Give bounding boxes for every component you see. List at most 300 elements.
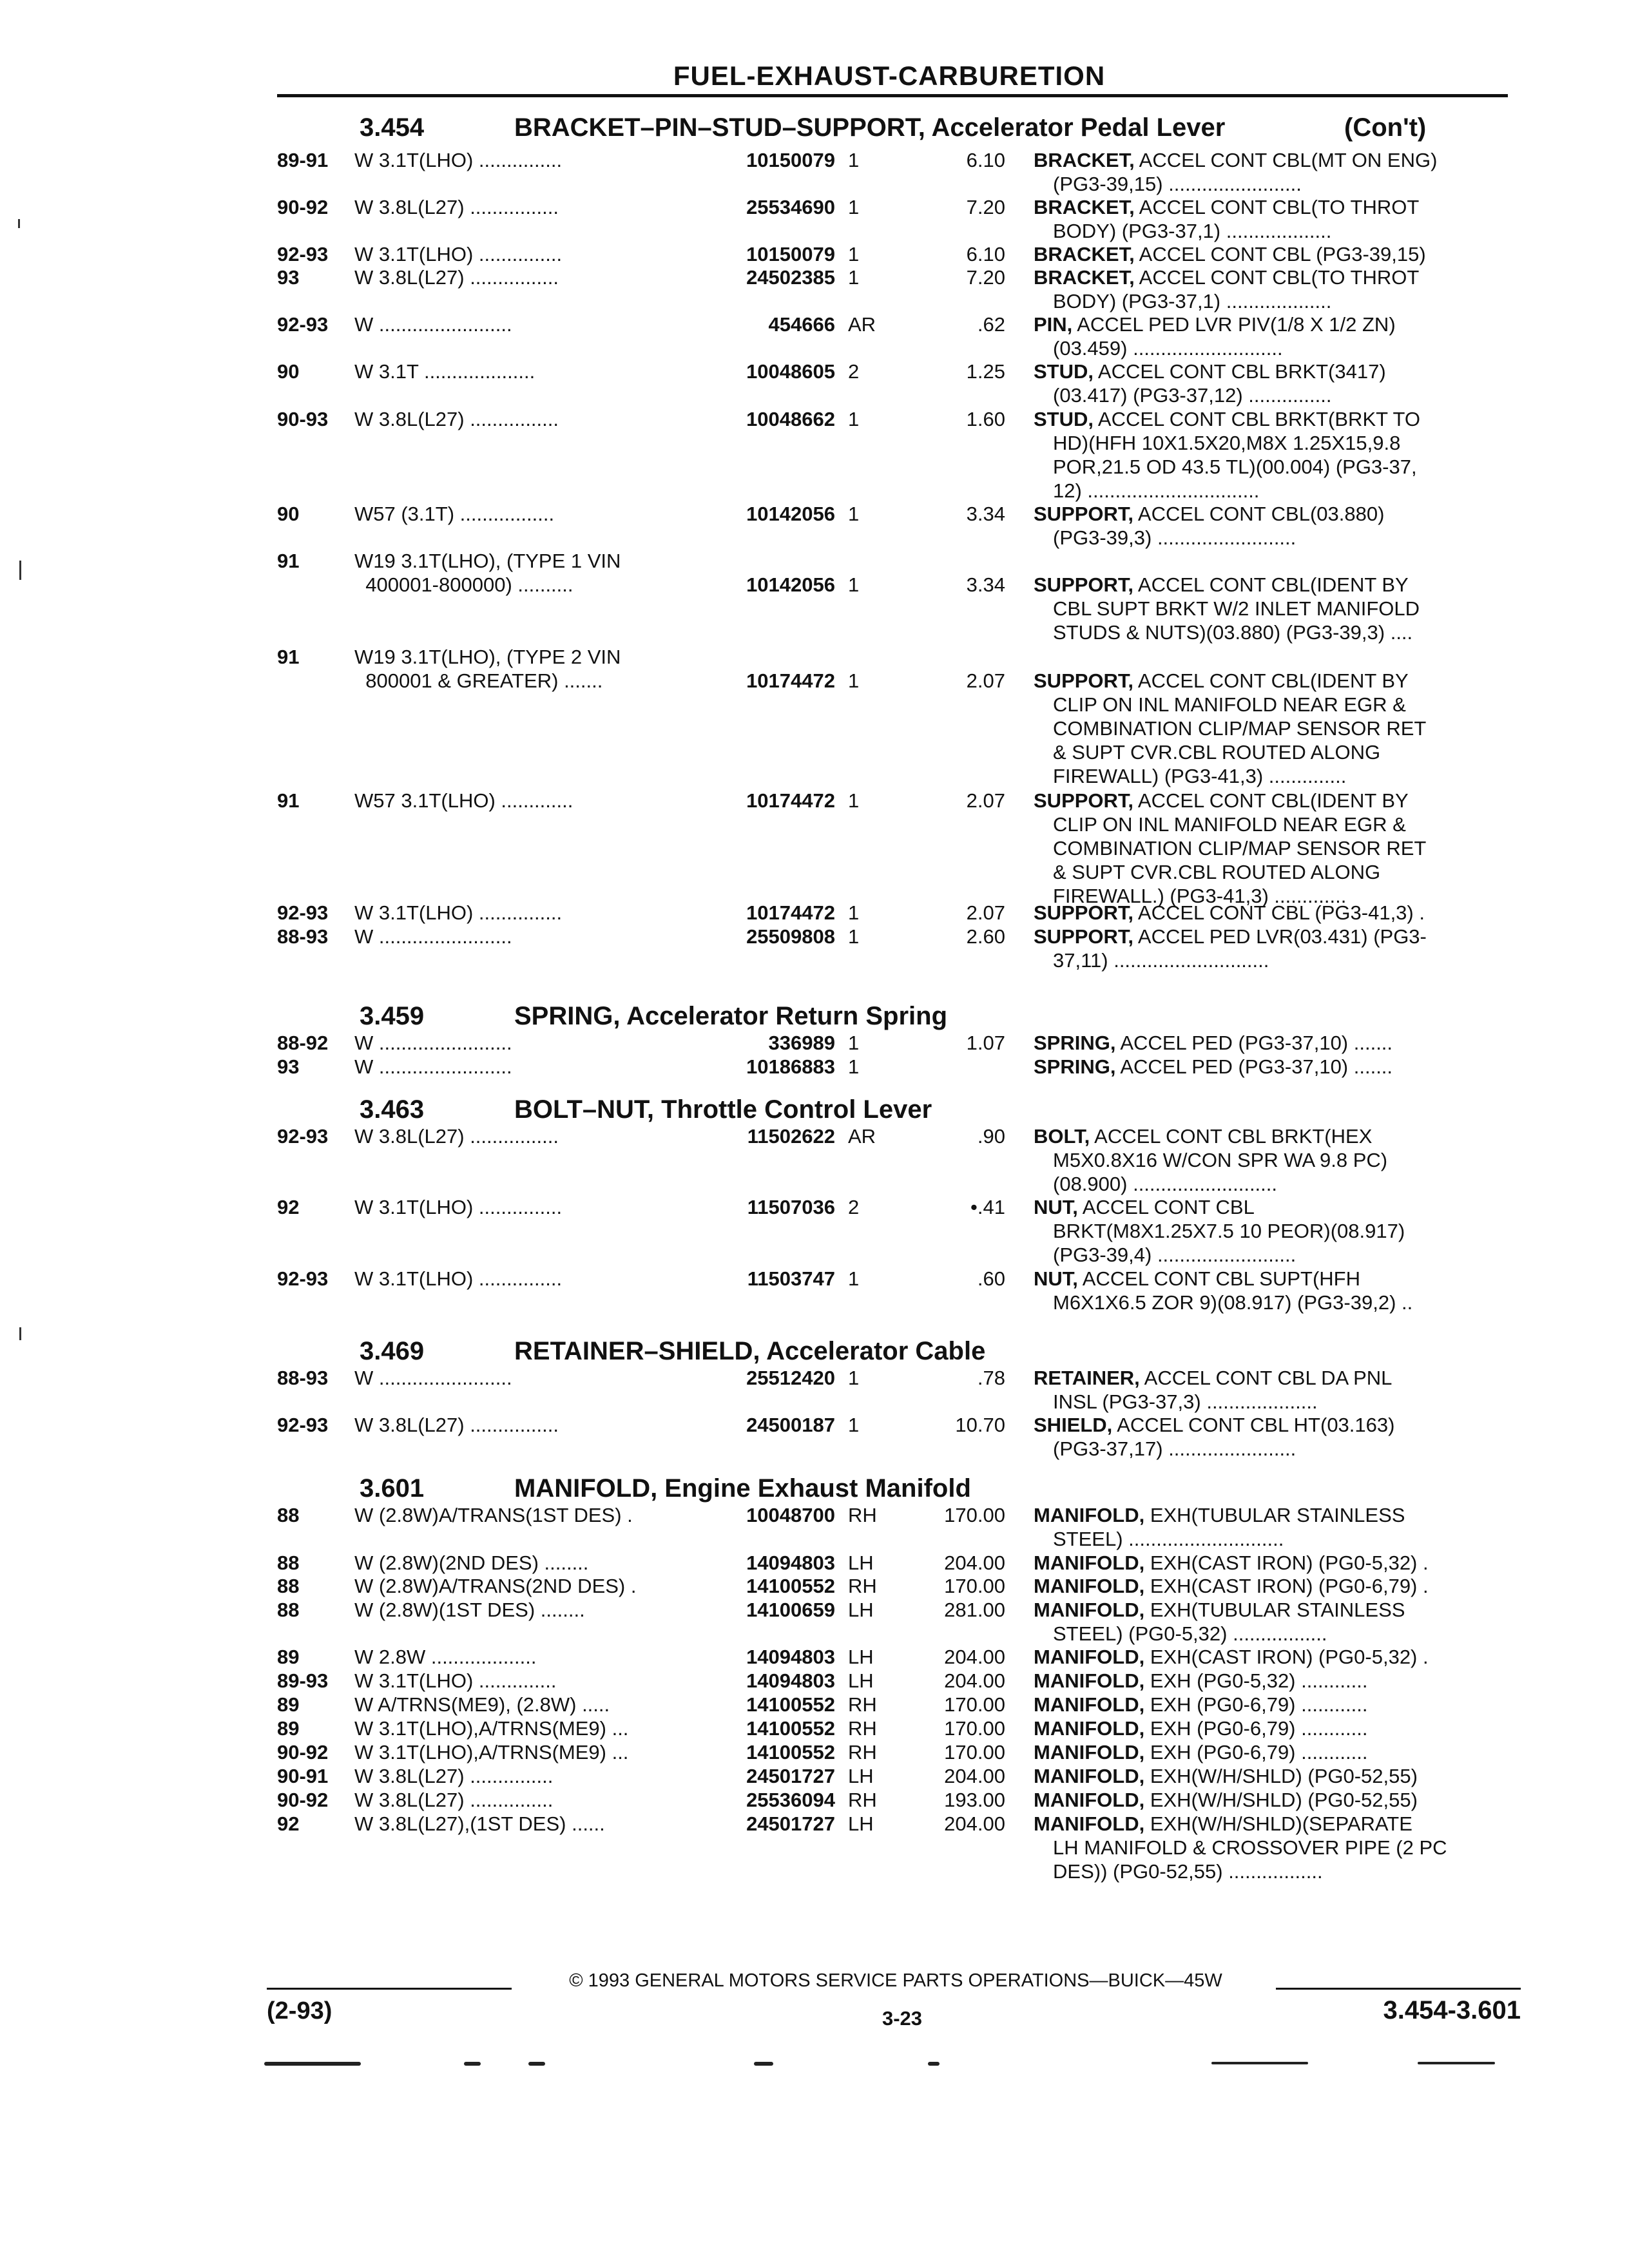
part-name: SUPPORT, bbox=[1034, 573, 1134, 596]
description bbox=[1034, 1055, 1510, 1079]
description bbox=[1034, 1195, 1510, 1267]
application-line: W (2.8W)(1ST DES) ........ bbox=[354, 1599, 585, 1621]
quantity: 1 bbox=[848, 1032, 860, 1054]
application-line: W (2.8W)(2ND DES) ........ bbox=[354, 1552, 589, 1574]
price: 2.60 bbox=[966, 925, 1005, 948]
model-years: 88 bbox=[277, 1504, 300, 1526]
price: 7.20 bbox=[966, 266, 1005, 289]
application bbox=[354, 1693, 696, 1716]
price: 204.00 bbox=[944, 1646, 1005, 1668]
quantity: RH bbox=[848, 1789, 877, 1811]
footer-rule-left bbox=[267, 1988, 512, 1990]
section-heading bbox=[0, 1095, 1629, 1125]
description-line: BRACKET, ACCEL CONT CBL (PG3-39,15) bbox=[1034, 243, 1426, 265]
description-line: & SUPT CVR.CBL ROUTED ALONG bbox=[1053, 861, 1381, 883]
part-name: MANIFOLD, bbox=[1034, 1575, 1145, 1597]
part-name: STUD, bbox=[1034, 408, 1094, 430]
part-number: 10048605 bbox=[746, 360, 835, 383]
description-line: MANIFOLD, EXH(CAST IRON) (PG0-5,32) . bbox=[1034, 1552, 1429, 1574]
section-title-description: Accelerator Pedal Lever bbox=[925, 113, 1226, 142]
application bbox=[354, 1669, 696, 1693]
model-years: 91 bbox=[277, 646, 300, 668]
application bbox=[354, 148, 696, 172]
application-line: W ........................ bbox=[354, 313, 512, 336]
section-title-description: Accelerator Return Spring bbox=[620, 1002, 948, 1030]
part-number: 14094803 bbox=[746, 1669, 835, 1692]
description-line: COMBINATION CLIP/MAP SENSOR RET bbox=[1053, 837, 1427, 860]
application-line: W ........................ bbox=[354, 1055, 512, 1078]
description bbox=[1034, 1764, 1510, 1788]
application-line: W 3.8L(L27) ................ bbox=[354, 196, 559, 218]
description-line: 37,11) ............................ bbox=[1053, 949, 1269, 972]
application-line: W19 3.1T(LHO), (TYPE 2 VIN bbox=[354, 646, 621, 668]
description-line: MANIFOLD, EXH(CAST IRON) (PG0-6,79) . bbox=[1034, 1575, 1429, 1597]
part-number: 25534690 bbox=[746, 196, 835, 218]
application-line: W 3.1T .................... bbox=[354, 360, 535, 383]
quantity: AR bbox=[848, 313, 876, 336]
quantity: LH bbox=[848, 1812, 874, 1835]
part-number: 10186883 bbox=[746, 1055, 835, 1078]
application-line: 800001 & GREATER) ....... bbox=[354, 669, 603, 692]
application-line: W57 (3.1T) ................. bbox=[354, 503, 555, 525]
price: 2.07 bbox=[966, 669, 1005, 692]
description-line: BOLT, ACCEL CONT CBL BRKT(HEX bbox=[1034, 1125, 1373, 1148]
section-number: 3.469 bbox=[360, 1337, 425, 1365]
application-line: W 3.8L(L27) ............... bbox=[354, 1765, 554, 1787]
price: 204.00 bbox=[944, 1812, 1005, 1835]
part-name: MANIFOLD, bbox=[1034, 1599, 1145, 1621]
part-name: BRACKET, bbox=[1034, 266, 1135, 289]
section-number: 3.601 bbox=[360, 1474, 425, 1503]
section-number: 3.463 bbox=[360, 1095, 425, 1124]
description bbox=[1034, 265, 1510, 313]
description-line: MANIFOLD, EXH(W/H/SHLD) (PG0-52,55) bbox=[1034, 1765, 1418, 1787]
description-line: MANIFOLD, EXH (PG0-5,32) ............ bbox=[1034, 1669, 1368, 1692]
description-line: (PG3-39,15) ........................ bbox=[1053, 173, 1302, 195]
page-header-title: FUEL-EXHAUST-CARBURETION bbox=[673, 61, 1106, 91]
description-line: MANIFOLD, EXH (PG0-6,79) ............ bbox=[1034, 1693, 1368, 1716]
model-years: 93 bbox=[277, 266, 300, 289]
description bbox=[1034, 1598, 1510, 1646]
application-line: W 3.1T(LHO),A/TRNS(ME9) ... bbox=[354, 1717, 629, 1740]
description-line: MANIFOLD, EXH(W/H/SHLD)(SEPARATE bbox=[1034, 1812, 1412, 1835]
part-name: MANIFOLD, bbox=[1034, 1693, 1145, 1716]
model-years: 91 bbox=[277, 550, 300, 572]
description-line: MANIFOLD, EXH (PG0-6,79) ............ bbox=[1034, 1717, 1368, 1740]
part-number: 10174472 bbox=[746, 669, 835, 692]
description-line: MANIFOLD, EXH(W/H/SHLD) (PG0-52,55) bbox=[1034, 1789, 1418, 1811]
section-title-part-name: BOLT–NUT, bbox=[514, 1095, 655, 1124]
part-name: BRACKET, bbox=[1034, 243, 1135, 265]
description-line: SUPPORT, ACCEL CONT CBL(IDENT BY bbox=[1034, 789, 1409, 812]
scan-smudge bbox=[928, 2062, 940, 2066]
description-line: BODY) (PG3-37,1) ................... bbox=[1053, 290, 1332, 312]
section-heading bbox=[0, 113, 1629, 143]
description-line: (03.459) ........................... bbox=[1053, 337, 1283, 360]
description bbox=[1034, 1740, 1510, 1764]
model-years: 92-93 bbox=[277, 901, 329, 924]
section-title-part-name: RETAINER–SHIELD, bbox=[514, 1337, 760, 1365]
description-line: STEEL) (PG0-5,32) ................. bbox=[1053, 1622, 1327, 1645]
price: 3.34 bbox=[966, 573, 1005, 596]
scan-smudge bbox=[264, 2062, 361, 2066]
application-line: W 3.1T(LHO) ............... bbox=[354, 1196, 563, 1218]
quantity: 1 bbox=[848, 149, 860, 171]
part-number: 24501727 bbox=[746, 1765, 835, 1787]
quantity: LH bbox=[848, 1552, 874, 1574]
application bbox=[354, 360, 696, 383]
description-line: COMBINATION CLIP/MAP SENSOR RET bbox=[1053, 717, 1427, 740]
description bbox=[1034, 1788, 1510, 1812]
section-heading bbox=[0, 1474, 1629, 1504]
description-line: SUPPORT, ACCEL PED LVR(03.431) (PG3- bbox=[1034, 925, 1427, 948]
part-number: 10142056 bbox=[746, 573, 835, 596]
header-rule bbox=[277, 94, 1508, 97]
part-number: 10174472 bbox=[746, 789, 835, 812]
section-title bbox=[514, 1002, 947, 1031]
part-name: NUT, bbox=[1034, 1196, 1078, 1218]
model-years: 92-93 bbox=[277, 1125, 329, 1148]
model-years: 91 bbox=[277, 789, 300, 812]
price: 7.20 bbox=[966, 196, 1005, 218]
description bbox=[1034, 1031, 1510, 1055]
price: •.41 bbox=[970, 1196, 1005, 1218]
application-line: W 3.1T(LHO) ............... bbox=[354, 243, 563, 265]
application bbox=[354, 312, 696, 336]
application bbox=[354, 789, 696, 812]
description-line: PIN, ACCEL PED LVR PIV(1/8 X 1/2 ZN) bbox=[1034, 313, 1396, 336]
quantity: RH bbox=[848, 1504, 877, 1526]
description-line: (PG3-39,4) ......................... bbox=[1053, 1244, 1296, 1266]
part-number: 24501727 bbox=[746, 1812, 835, 1835]
description-line: CBL SUPT BRKT W/2 INLET MANIFOLD bbox=[1053, 597, 1420, 620]
description-line: STUDS & NUTS)(03.880) (PG3-39,3) .... bbox=[1053, 621, 1413, 644]
part-number: 10150079 bbox=[746, 149, 835, 171]
scan-smudge bbox=[464, 2062, 481, 2066]
description-line: CLIP ON INL MANIFOLD NEAR EGR & bbox=[1053, 693, 1406, 716]
footer-copyright: © 1993 GENERAL MOTORS SERVICE PARTS OPERATIONS—BUICK—45W bbox=[569, 1970, 1222, 1991]
part-number: 14100659 bbox=[746, 1599, 835, 1621]
footer-page-number: 3-23 bbox=[882, 2007, 923, 2030]
description-line: NUT, ACCEL CONT CBL SUPT(HFH bbox=[1034, 1267, 1360, 1290]
description bbox=[1034, 1551, 1510, 1575]
part-number: 11503747 bbox=[747, 1267, 835, 1290]
description bbox=[1034, 1716, 1510, 1740]
quantity: 1 bbox=[848, 669, 860, 692]
description bbox=[1034, 502, 1510, 550]
section-title-description: Throttle Control Lever bbox=[654, 1095, 932, 1124]
price: .90 bbox=[977, 1125, 1005, 1148]
application bbox=[354, 502, 696, 526]
application bbox=[354, 1598, 696, 1622]
model-years: 89 bbox=[277, 1717, 300, 1740]
footer-section-range: 3.454-3.601 bbox=[1383, 1996, 1521, 2024]
section-continued-label: (Con't) bbox=[1344, 113, 1427, 142]
price: 170.00 bbox=[944, 1504, 1005, 1526]
description bbox=[1034, 148, 1510, 196]
part-name: MANIFOLD, bbox=[1034, 1717, 1145, 1740]
application bbox=[354, 1716, 696, 1740]
part-number: 24500187 bbox=[746, 1414, 835, 1436]
description-line: MANIFOLD, EXH(CAST IRON) (PG0-5,32) . bbox=[1034, 1646, 1429, 1668]
price: 6.10 bbox=[966, 149, 1005, 171]
part-number: 25536094 bbox=[746, 1789, 835, 1811]
part-number: 10142056 bbox=[746, 503, 835, 525]
application bbox=[354, 1764, 696, 1788]
description-line: (03.417) (PG3-37,12) ............... bbox=[1053, 384, 1332, 407]
application-line: W ........................ bbox=[354, 925, 512, 948]
part-number: 24502385 bbox=[746, 266, 835, 289]
part-name: SUPPORT, bbox=[1034, 789, 1134, 812]
description-line: (08.900) .......................... bbox=[1053, 1173, 1278, 1195]
description-line: MANIFOLD, EXH(TUBULAR STAINLESS bbox=[1034, 1504, 1405, 1526]
part-name: SUPPORT, bbox=[1034, 669, 1134, 692]
quantity: 2 bbox=[848, 360, 860, 383]
application-line: W (2.8W)A/TRANS(2ND DES) . bbox=[354, 1575, 637, 1597]
price: 170.00 bbox=[944, 1717, 1005, 1740]
quantity: RH bbox=[848, 1717, 877, 1740]
price: 204.00 bbox=[944, 1669, 1005, 1692]
price: 170.00 bbox=[944, 1741, 1005, 1763]
model-years: 88 bbox=[277, 1552, 300, 1574]
part-name: BOLT, bbox=[1034, 1125, 1090, 1148]
application bbox=[354, 1503, 696, 1527]
description-line: MANIFOLD, EXH(TUBULAR STAINLESS bbox=[1034, 1599, 1405, 1621]
model-years: 90-93 bbox=[277, 408, 329, 430]
application bbox=[354, 265, 696, 289]
application-line: W (2.8W)A/TRANS(1ST DES) . bbox=[354, 1504, 633, 1526]
model-years: 92-93 bbox=[277, 1414, 329, 1436]
description-line: STEEL) ............................ bbox=[1053, 1528, 1284, 1550]
description-line: SPRING, ACCEL PED (PG3-37,10) ....... bbox=[1034, 1032, 1393, 1054]
part-name: MANIFOLD, bbox=[1034, 1789, 1145, 1811]
part-name: PIN, bbox=[1034, 313, 1073, 336]
model-years: 92-93 bbox=[277, 313, 329, 336]
application bbox=[354, 549, 696, 597]
price: 281.00 bbox=[944, 1599, 1005, 1621]
application-line: W 3.1T(LHO) ............... bbox=[354, 901, 563, 924]
model-years: 93 bbox=[277, 1055, 300, 1078]
quantity: AR bbox=[848, 1125, 876, 1148]
part-number: 10174472 bbox=[746, 901, 835, 924]
description-line: INSL (PG3-37,3) .................... bbox=[1053, 1390, 1318, 1413]
quantity: 1 bbox=[848, 1055, 860, 1078]
application bbox=[354, 407, 696, 431]
description-line: STUD, ACCEL CONT CBL BRKT(BRKT TO bbox=[1034, 408, 1421, 430]
quantity: LH bbox=[848, 1599, 874, 1621]
quantity: 1 bbox=[848, 573, 860, 596]
description-line: HD)(HFH 10X1.5X20,M8X 1.25X15,9.8 bbox=[1053, 432, 1401, 454]
part-name: SUPPORT, bbox=[1034, 901, 1134, 924]
quantity: RH bbox=[848, 1693, 877, 1716]
part-name: MANIFOLD, bbox=[1034, 1646, 1145, 1668]
part-number: 14100552 bbox=[746, 1717, 835, 1740]
part-name: RETAINER, bbox=[1034, 1367, 1140, 1389]
application-line: W 3.8L(L27) ................ bbox=[354, 408, 559, 430]
quantity: LH bbox=[848, 1765, 874, 1787]
model-years: 90-92 bbox=[277, 196, 329, 218]
part-name: SPRING, bbox=[1034, 1055, 1116, 1078]
section-title-description: Engine Exhaust Manifold bbox=[657, 1474, 971, 1503]
application bbox=[354, 195, 696, 219]
description bbox=[1034, 1645, 1510, 1669]
model-years: 89 bbox=[277, 1646, 300, 1668]
application-line: W 3.8L(L27) ................ bbox=[354, 266, 559, 289]
part-number: 14094803 bbox=[746, 1552, 835, 1574]
description-line: (PG3-39,3) ......................... bbox=[1053, 526, 1296, 549]
application-line: W 3.8L(L27) ............... bbox=[354, 1789, 554, 1811]
description-line: (PG3-37,17) ....................... bbox=[1053, 1437, 1296, 1460]
section-number: 3.459 bbox=[360, 1002, 425, 1030]
footer-date: (2-93) bbox=[267, 1997, 333, 2024]
description-line: SUPPORT, ACCEL CONT CBL(IDENT BY bbox=[1034, 573, 1409, 596]
model-years: 88-93 bbox=[277, 925, 329, 948]
description-line: SUPPORT, ACCEL CONT CBL(03.880) bbox=[1034, 503, 1385, 525]
section-title-part-name: MANIFOLD, bbox=[514, 1474, 658, 1503]
application bbox=[354, 1574, 696, 1598]
section-title bbox=[514, 1095, 932, 1124]
description-line: BODY) (PG3-37,1) ................... bbox=[1053, 220, 1332, 242]
section-heading bbox=[0, 1002, 1629, 1032]
model-years: 88-93 bbox=[277, 1367, 329, 1389]
price: 204.00 bbox=[944, 1552, 1005, 1574]
model-years: 92-93 bbox=[277, 243, 329, 265]
model-years: 89-93 bbox=[277, 1669, 329, 1692]
part-number: 14094803 bbox=[746, 1646, 835, 1668]
description-line: FIREWALL) (PG3-41,3) .............. bbox=[1053, 765, 1347, 787]
section-number: 3.454 bbox=[360, 113, 425, 142]
part-name: MANIFOLD, bbox=[1034, 1812, 1145, 1835]
model-years: 89 bbox=[277, 1693, 300, 1716]
part-name: MANIFOLD, bbox=[1034, 1669, 1145, 1692]
application-line: W 3.8L(L27),(1ST DES) ...... bbox=[354, 1812, 605, 1835]
section-title-part-name: SPRING, bbox=[514, 1002, 621, 1030]
part-number: 11507036 bbox=[747, 1196, 835, 1218]
price: 204.00 bbox=[944, 1765, 1005, 1787]
application bbox=[354, 1740, 696, 1764]
part-name: MANIFOLD, bbox=[1034, 1504, 1145, 1526]
price: 170.00 bbox=[944, 1693, 1005, 1716]
application bbox=[354, 1267, 696, 1291]
quantity: 2 bbox=[848, 1196, 860, 1218]
application-line: 400001-800000) .......... bbox=[354, 573, 574, 596]
description-line: BRACKET, ACCEL CONT CBL(TO THROT bbox=[1034, 266, 1420, 289]
price: 6.10 bbox=[966, 243, 1005, 265]
description bbox=[1034, 1812, 1510, 1883]
part-name: MANIFOLD, bbox=[1034, 1765, 1145, 1787]
description bbox=[1034, 925, 1510, 972]
scan-mark bbox=[18, 219, 20, 228]
model-years: 90 bbox=[277, 360, 300, 383]
part-number: 10048700 bbox=[746, 1504, 835, 1526]
part-name: BRACKET, bbox=[1034, 149, 1135, 171]
part-name: MANIFOLD, bbox=[1034, 1741, 1145, 1763]
description bbox=[1034, 669, 1510, 788]
footer-rule-right bbox=[1276, 1988, 1521, 1990]
scan-smudge bbox=[1211, 2062, 1308, 2064]
description bbox=[1034, 1124, 1510, 1196]
quantity: 1 bbox=[848, 1414, 860, 1436]
quantity: 1 bbox=[848, 196, 860, 218]
quantity: 1 bbox=[848, 789, 860, 812]
scan-mark bbox=[19, 561, 21, 580]
description bbox=[1034, 1503, 1510, 1551]
quantity: 1 bbox=[848, 1367, 860, 1389]
part-name: STUD, bbox=[1034, 360, 1094, 383]
description-line: M5X0.8X16 W/CON SPR WA 9.8 PC) bbox=[1053, 1149, 1388, 1171]
section-title bbox=[514, 113, 1225, 142]
section-title bbox=[514, 1337, 985, 1366]
scan-mark bbox=[19, 1327, 21, 1340]
application bbox=[354, 925, 696, 948]
application-line: W 3.1T(LHO),A/TRNS(ME9) ... bbox=[354, 1741, 629, 1763]
description-line: POR,21.5 OD 43.5 TL)(00.004) (PG3-37, bbox=[1053, 456, 1417, 478]
quantity: LH bbox=[848, 1669, 874, 1692]
price: 2.07 bbox=[966, 901, 1005, 924]
application bbox=[354, 1195, 696, 1219]
application bbox=[354, 1055, 696, 1079]
price: 193.00 bbox=[944, 1789, 1005, 1811]
model-years: 88-92 bbox=[277, 1032, 329, 1054]
section-title-description: Accelerator Cable bbox=[760, 1337, 986, 1365]
quantity: 1 bbox=[848, 901, 860, 924]
application-line: W 3.8L(L27) ................ bbox=[354, 1125, 559, 1148]
description-line: BRKT(M8X1.25X7.5 10 PEOR)(08.917) bbox=[1053, 1220, 1405, 1242]
model-years: 89-91 bbox=[277, 149, 329, 171]
application bbox=[354, 1124, 696, 1148]
part-number: 11502622 bbox=[747, 1125, 835, 1148]
price: .62 bbox=[977, 313, 1005, 336]
part-name: SUPPORT, bbox=[1034, 925, 1134, 948]
application-line: W ........................ bbox=[354, 1032, 512, 1054]
quantity: 1 bbox=[848, 1267, 860, 1290]
price: 170.00 bbox=[944, 1575, 1005, 1597]
model-years: 88 bbox=[277, 1575, 300, 1597]
model-years: 88 bbox=[277, 1599, 300, 1621]
part-name: SHIELD, bbox=[1034, 1414, 1113, 1436]
application-line: W 2.8W ................... bbox=[354, 1646, 537, 1668]
part-number: 25509808 bbox=[746, 925, 835, 948]
part-number: 336989 bbox=[768, 1032, 835, 1054]
description-line: MANIFOLD, EXH (PG0-6,79) ............ bbox=[1034, 1741, 1368, 1763]
part-number: 10150079 bbox=[746, 243, 835, 265]
application bbox=[354, 1031, 696, 1055]
part-number: 14100552 bbox=[746, 1693, 835, 1716]
application-line: W 3.1T(LHO) ............... bbox=[354, 149, 563, 171]
description-line: & SUPT CVR.CBL ROUTED ALONG bbox=[1053, 741, 1381, 764]
part-number: 14100552 bbox=[746, 1575, 835, 1597]
price: 3.34 bbox=[966, 503, 1005, 525]
quantity: RH bbox=[848, 1741, 877, 1763]
description-line: BRACKET, ACCEL CONT CBL(MT ON ENG) bbox=[1034, 149, 1438, 171]
application bbox=[354, 645, 696, 693]
description bbox=[1034, 242, 1510, 266]
part-number: 25512420 bbox=[746, 1367, 835, 1389]
application bbox=[354, 1788, 696, 1812]
quantity: RH bbox=[848, 1575, 877, 1597]
description-line: SUPPORT, ACCEL CONT CBL (PG3-41,3) . bbox=[1034, 901, 1425, 924]
price: 1.07 bbox=[966, 1032, 1005, 1054]
application bbox=[354, 1413, 696, 1437]
scan-smudge bbox=[1418, 2062, 1495, 2064]
description bbox=[1034, 195, 1510, 243]
description-line: BRACKET, ACCEL CONT CBL(TO THROT bbox=[1034, 196, 1420, 218]
price: .78 bbox=[977, 1367, 1005, 1389]
description bbox=[1034, 312, 1510, 360]
description bbox=[1034, 573, 1510, 644]
quantity: 1 bbox=[848, 925, 860, 948]
price: .60 bbox=[977, 1267, 1005, 1290]
